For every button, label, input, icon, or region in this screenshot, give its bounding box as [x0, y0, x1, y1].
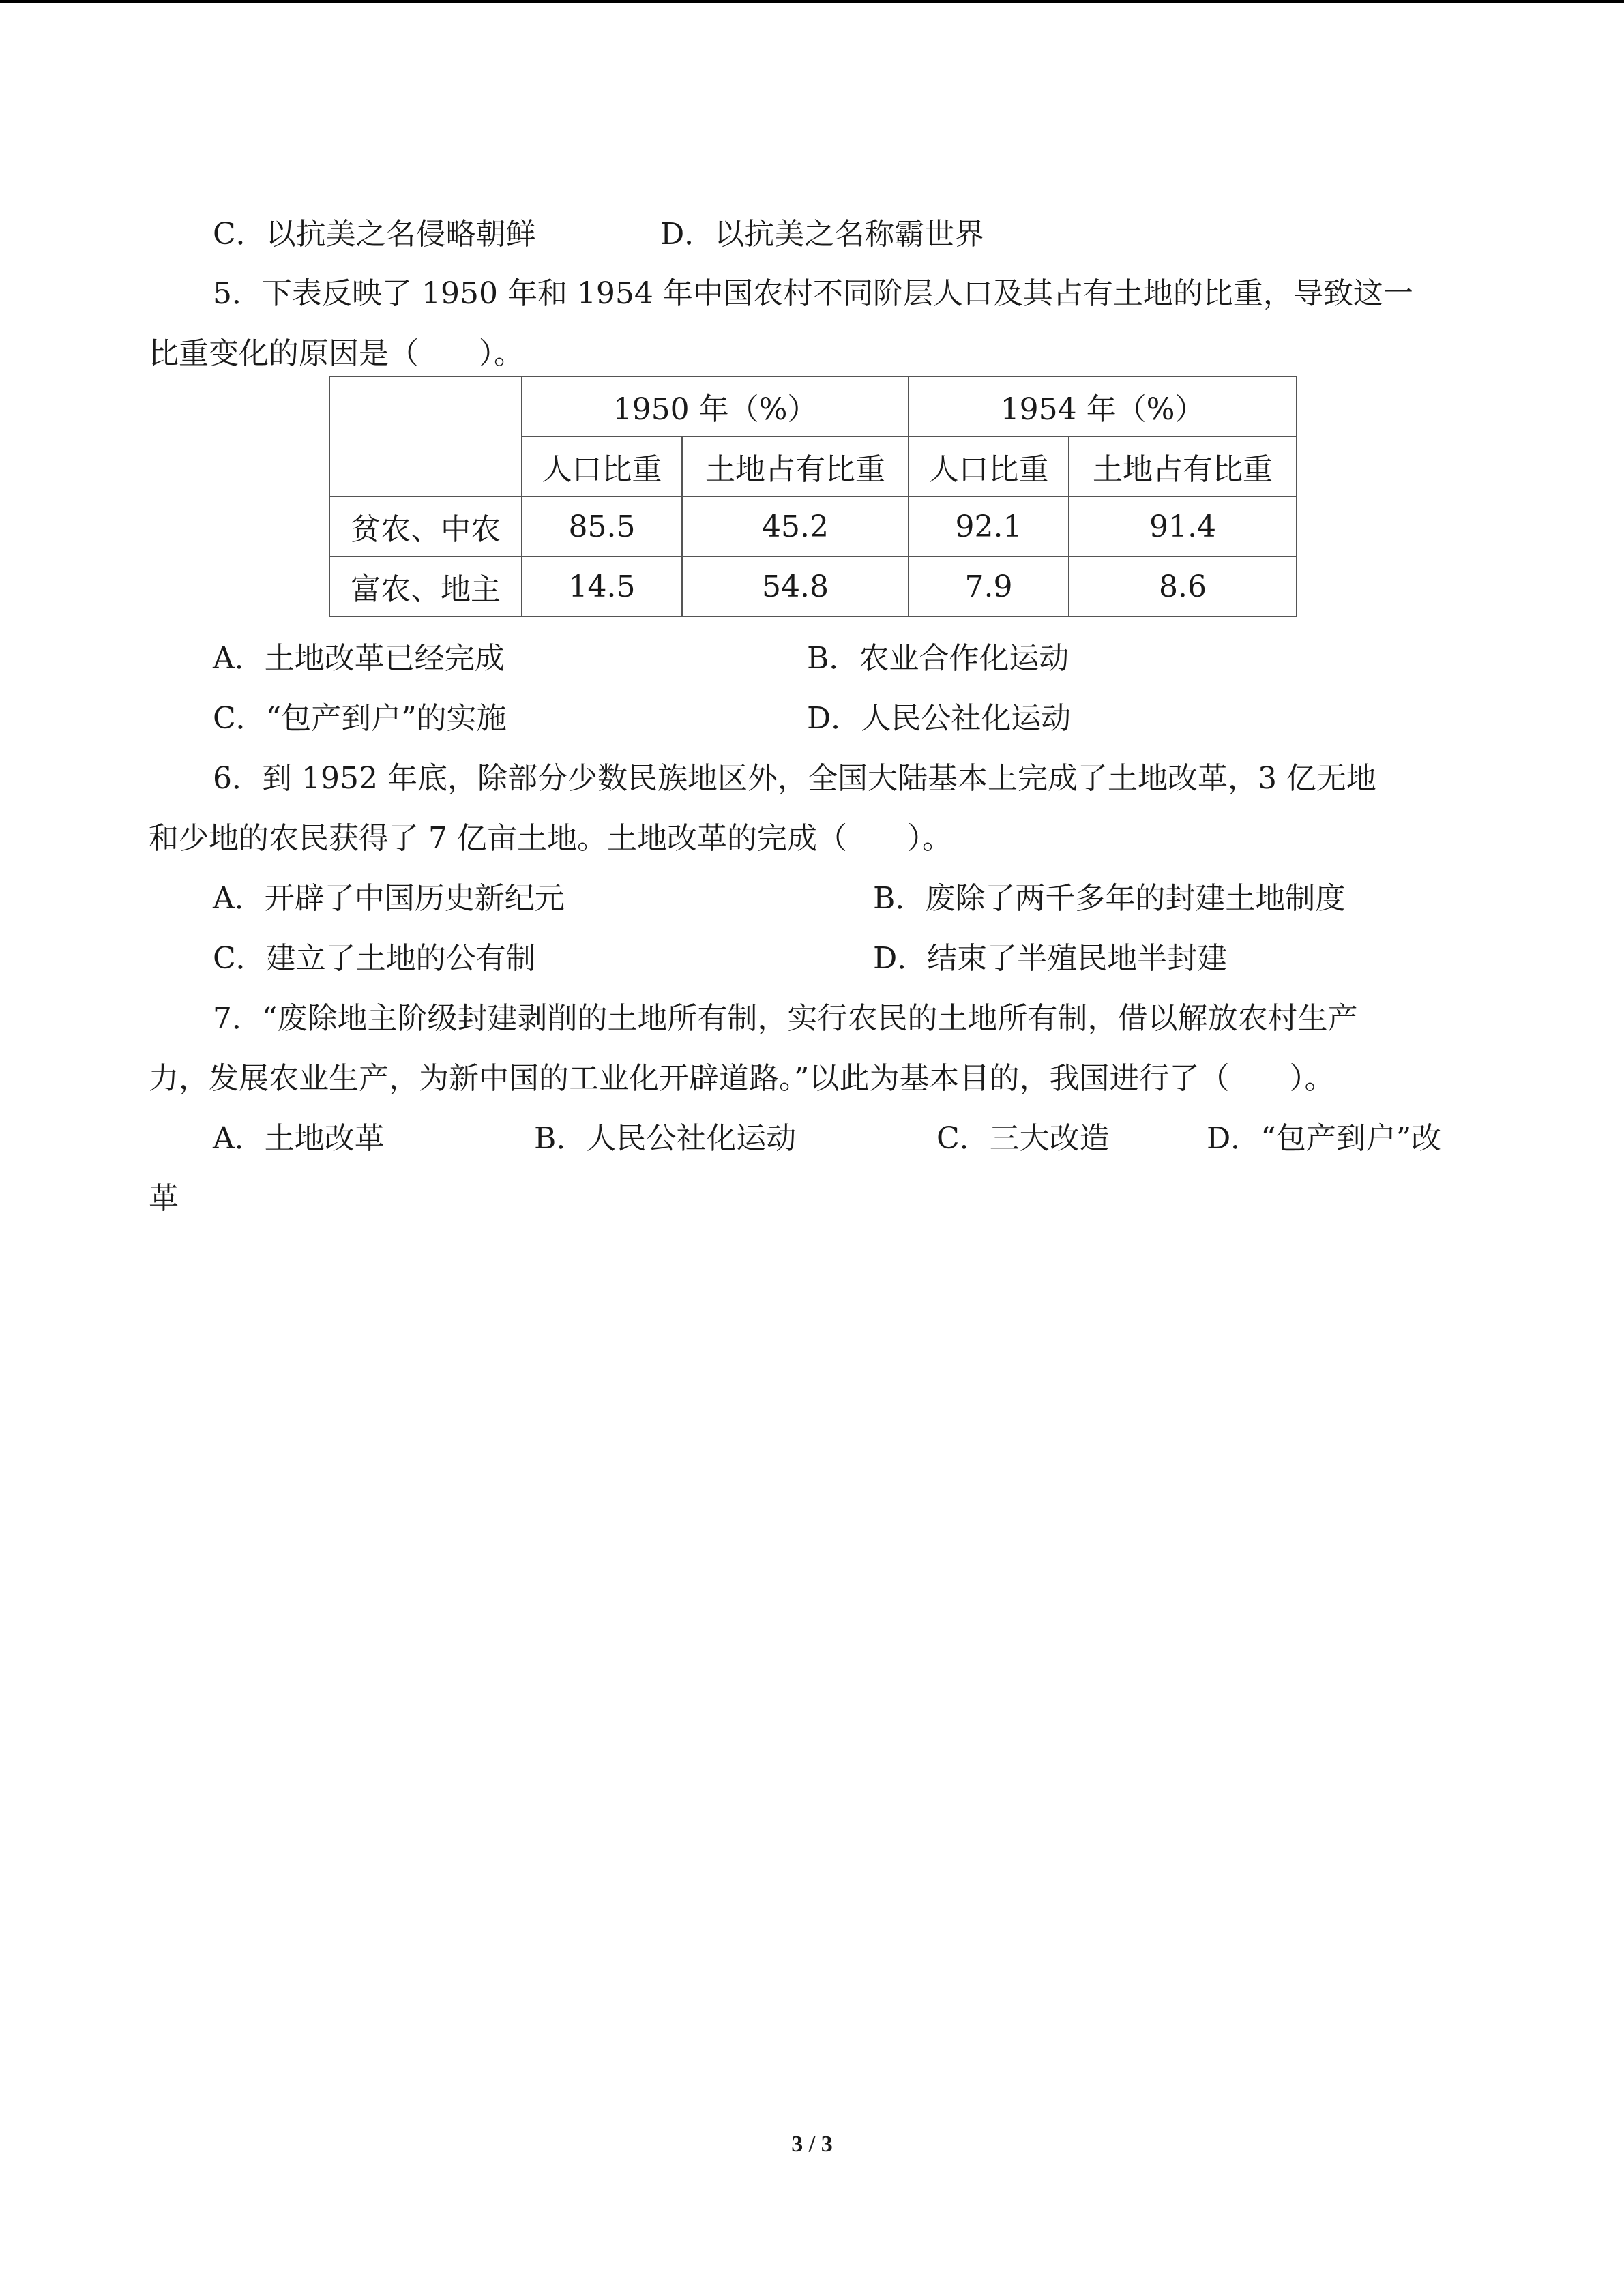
q5-stem-line1: 5．下表反映了 1950 年和 1954 年中国农村不同阶层人口及其占有土地的比重，导致这一 — [213, 276, 1413, 311]
table-cell: 45.2 — [682, 496, 909, 556]
q5-option-b: B．农业合作化运动 — [807, 641, 1069, 676]
q4-option-c: C．以抗美之名侵略朝鲜 — [213, 217, 536, 252]
table-cell: 91.4 — [1069, 496, 1297, 556]
q4-option-d: D．以抗美之名称霸世界 — [660, 217, 985, 252]
q6-stem-line1: 6．到 1952 年底，除部分少数民族地区外，全国大陆基本上完成了土地改革，3 亿无地 — [213, 761, 1376, 796]
q7-option-d-wrap: 革 — [149, 1181, 179, 1216]
table-subheader: 人口比重 — [909, 436, 1069, 496]
q5-option-a: A．土地改革已经完成 — [213, 641, 505, 676]
q7-option-d: D．“包产到户”改 — [1207, 1121, 1442, 1156]
table-corner-cell — [329, 376, 522, 496]
q7-option-b: B．人民公社化运动 — [534, 1121, 797, 1156]
table-cell: 14.5 — [522, 556, 682, 616]
q7-stem-line1: 7．“废除地主阶级封建剥削的土地所有制，实行农民的土地所有制，借以解放农村生产 — [213, 1001, 1358, 1036]
q6-stem-line2: 和少地的农民获得了 7 亿亩土地。土地改革的完成（ ）。 — [149, 821, 952, 856]
q7-option-c: C．三大改造 — [936, 1121, 1110, 1156]
table-cell: 54.8 — [682, 556, 909, 616]
table-row-label: 贫农、中农 — [329, 496, 522, 556]
table-subheader: 土地占有比重 — [682, 436, 909, 496]
table-cell: 85.5 — [522, 496, 682, 556]
q5-data-table — [329, 376, 1297, 617]
table-subheader: 人口比重 — [522, 436, 682, 496]
q5-option-c: C．“包产到户”的实施 — [213, 701, 507, 736]
page-top-border — [0, 0, 1624, 3]
q6-option-c: C．建立了土地的公有制 — [213, 941, 536, 976]
table-subheader: 土地占有比重 — [1069, 436, 1297, 496]
table-cell: 7.9 — [909, 556, 1069, 616]
table-row — [329, 556, 1297, 616]
table-row — [329, 496, 1297, 556]
q6-option-d: D．结束了半殖民地半封建 — [873, 941, 1228, 976]
q5-stem-line2: 比重变化的原因是（ ）。 — [149, 336, 524, 371]
table-header-1954: 1954 年（%） — [909, 376, 1297, 436]
q6-option-a: A．开辟了中国历史新纪元 — [213, 881, 565, 916]
table-cell: 8.6 — [1069, 556, 1297, 616]
table-row-label: 富农、地主 — [329, 556, 522, 616]
q5-option-d: D．人民公社化运动 — [807, 701, 1072, 736]
q7-stem-line2: 力，发展农业生产，为新中国的工业化开辟道路。”以此为基本目的，我国进行了（ ）。 — [149, 1061, 1335, 1096]
q7-option-a: A．土地改革 — [213, 1121, 385, 1156]
table-cell: 92.1 — [909, 496, 1069, 556]
table-header-1950: 1950 年（%） — [522, 376, 909, 436]
q6-option-b: B．废除了两千多年的封建土地制度 — [873, 881, 1346, 916]
page-number: 3 / 3 — [791, 2132, 833, 2157]
